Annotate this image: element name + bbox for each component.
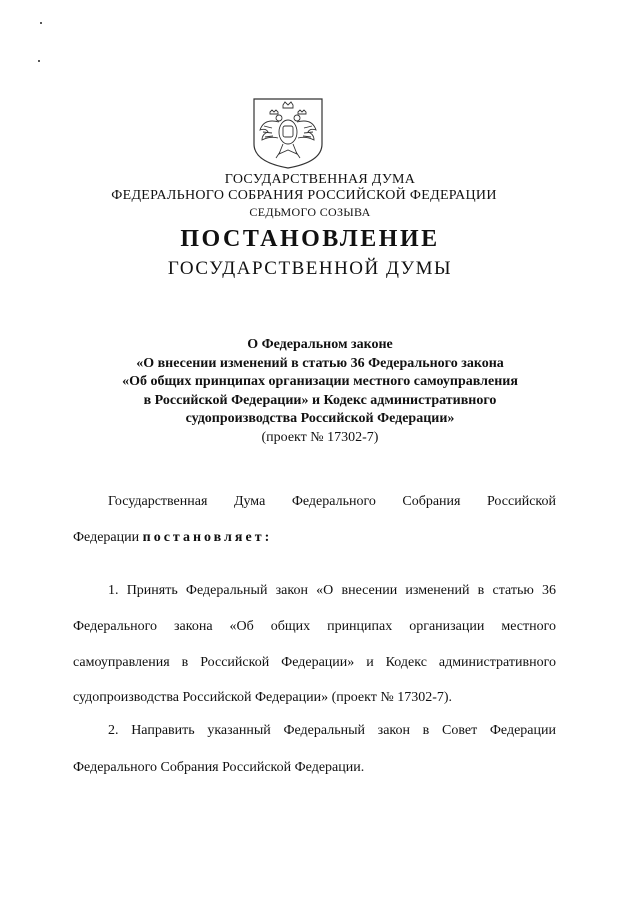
coat-of-arms-emblem	[250, 96, 326, 170]
subject-line: в Российской Федерации» и Кодекс административного	[143, 392, 497, 408]
convocation-line: СЕДЬМОГО СОЗЫВА	[249, 205, 371, 219]
scan-speck	[38, 60, 40, 62]
scan-speck	[40, 22, 42, 24]
preamble-line	[73, 530, 556, 546]
preamble-line: Государственная Дума Федерального Собрания Российской	[108, 494, 556, 509]
item-1-line: Федерального закона «Об общих принципах организации местного	[73, 619, 556, 634]
org-name-line2: ФЕДЕРАЛЬНОГО СОБРАНИЯ РОССИЙСКОЙ ФЕДЕРАЦИИ	[111, 188, 497, 203]
subject-line: судопроизводства Российской Федерации»	[185, 411, 455, 426]
document-type-title: ПОСТАНОВЛЕНИЕ	[180, 226, 440, 252]
project-number: (проект № 17302-7)	[261, 429, 379, 445]
resolution-verb: постановляет:	[142, 530, 273, 545]
document-type-subtitle: ГОСУДАРСТВЕННОЙ ДУМЫ	[167, 258, 453, 279]
preamble-text: Федерации	[73, 530, 143, 545]
subject-line: «Об общих принципах организации местного самоуправления	[122, 374, 518, 389]
item-1-line: судопроизводства Российской Федерации» (проект № 17302-7).	[73, 690, 453, 705]
item-2-line: 2. Направить указанный Федеральный закон в Совет Федерации	[108, 723, 556, 738]
item-1-line: 1. Принять Федеральный закон «О внесении изменений в статью 36	[108, 583, 556, 598]
item-1-line: самоуправления в Российской Федерации» и Кодекс административного	[73, 655, 556, 670]
document-subject	[0, 336, 640, 447]
subject-line: О Федеральном законе	[247, 337, 393, 352]
org-name-line1: ГОСУДАРСТВЕННАЯ ДУМА	[224, 172, 416, 187]
subject-line: «О внесении изменений в статью 36 Федерального закона	[136, 355, 504, 371]
item-2-line: Федерального Собрания Российской Федерации.	[73, 760, 365, 775]
